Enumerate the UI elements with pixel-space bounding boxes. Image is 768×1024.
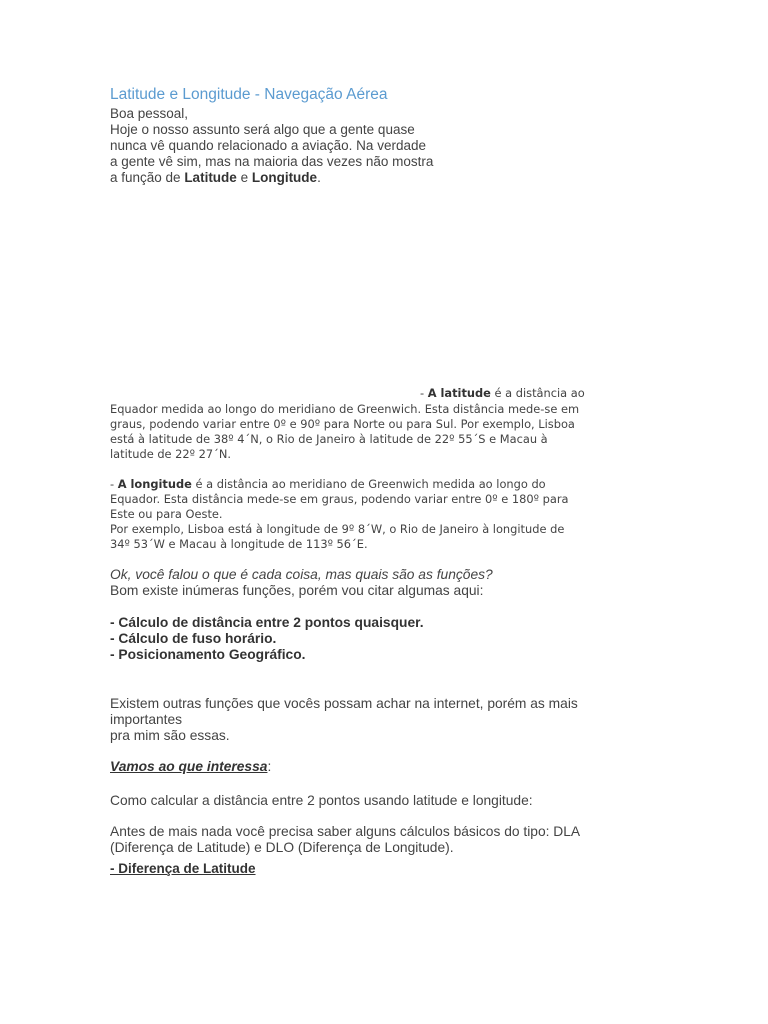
longitude-heading: A longitude <box>117 477 192 491</box>
intro-text: e <box>236 170 252 185</box>
latitude-line: graus, podendo variar entre 0º e 90º para Norte ou para Sul. Por exemplo, Lisboa <box>110 417 575 431</box>
intro-text: a função de <box>110 170 185 185</box>
section-heading: - Diferença de Latitude <box>110 861 256 876</box>
latitude-heading: A latitude <box>427 386 491 400</box>
latitude-first-line <box>420 386 585 400</box>
question-text: Ok, você falou o que é cada coisa, mas quais são as funções? <box>110 567 493 582</box>
before-line: Antes de mais nada você precisa saber alguns cálculos básicos do tipo: DLA <box>110 824 581 839</box>
latitude-term: Latitude <box>184 170 237 185</box>
longitude-line: Equador. Esta distância mede-se em graus, podendo variar entre 0º e 180º para <box>110 492 569 506</box>
longitude-text: é a distância ao meridiano de Greenwich medida ao longo do <box>191 477 546 491</box>
intro-line: a gente vê sim, mas na maioria das vezes não mostra <box>110 154 434 169</box>
latitude-paragraph <box>110 402 579 462</box>
before-line: (Diferença de Latitude) e DLO (Diferença de Longitude). <box>110 840 454 855</box>
longitude-line <box>110 477 569 492</box>
interest-line <box>110 759 271 775</box>
page-title: Latitude e Longitude - Navegação Aérea <box>110 86 388 103</box>
list-item: - Posicionamento Geográfico. <box>110 647 306 662</box>
colon: : <box>267 759 272 774</box>
longitude-line: 34º 53´W e Macau à longitude de 113º 56´E. <box>110 537 368 551</box>
others-line: importantes <box>110 712 183 727</box>
interest-heading: Vamos ao que interessa <box>110 759 268 774</box>
others-paragraph <box>110 696 578 744</box>
longitude-paragraph <box>110 477 569 552</box>
list-item: - Cálculo de distância entre 2 pontos quaisquer. <box>110 615 424 630</box>
intro-line: Hoje o nosso assunto será algo que a gente quase <box>110 122 415 137</box>
longitude-term: Longitude <box>251 170 318 185</box>
dash: - <box>420 386 428 400</box>
latitude-line: latitude de 22º 27´N. <box>110 447 231 461</box>
answer-text: Bom existe inúmeras funções, porém vou citar algumas aqui: <box>110 583 484 598</box>
functions-list <box>110 615 424 663</box>
longitude-line: Por exemplo, Lisboa está à longitude de 9º 8´W, o Rio de Janeiro à longitude de <box>110 522 565 536</box>
latitude-line: Equador medida ao longo do meridiano de Greenwich. Esta distância mede-se em <box>110 402 580 416</box>
list-item: - Cálculo de fuso horário. <box>110 631 277 646</box>
intro-line: Boa pessoal, <box>110 106 189 121</box>
dash: - <box>110 477 118 491</box>
intro-text: . <box>317 170 321 185</box>
others-line: pra mim são essas. <box>110 728 230 743</box>
intro-line <box>110 170 433 186</box>
latitude-text: é a distância ao <box>490 386 585 400</box>
before-paragraph <box>110 824 580 856</box>
intro-paragraph <box>110 106 433 186</box>
others-line: Existem outras funções que vocês possam achar na internet, porém as mais <box>110 696 578 711</box>
intro-line: nunca vê quando relacionado a aviação. Na verdade <box>110 138 426 153</box>
how-text: Como calcular a distância entre 2 pontos usando latitude e longitude: <box>110 793 533 808</box>
longitude-line: Este ou para Oeste. <box>110 507 223 521</box>
latitude-line: está à latitude de 38º 4´N, o Rio de Janeiro à latitude de 22º 55´S e Macau à <box>110 432 548 446</box>
